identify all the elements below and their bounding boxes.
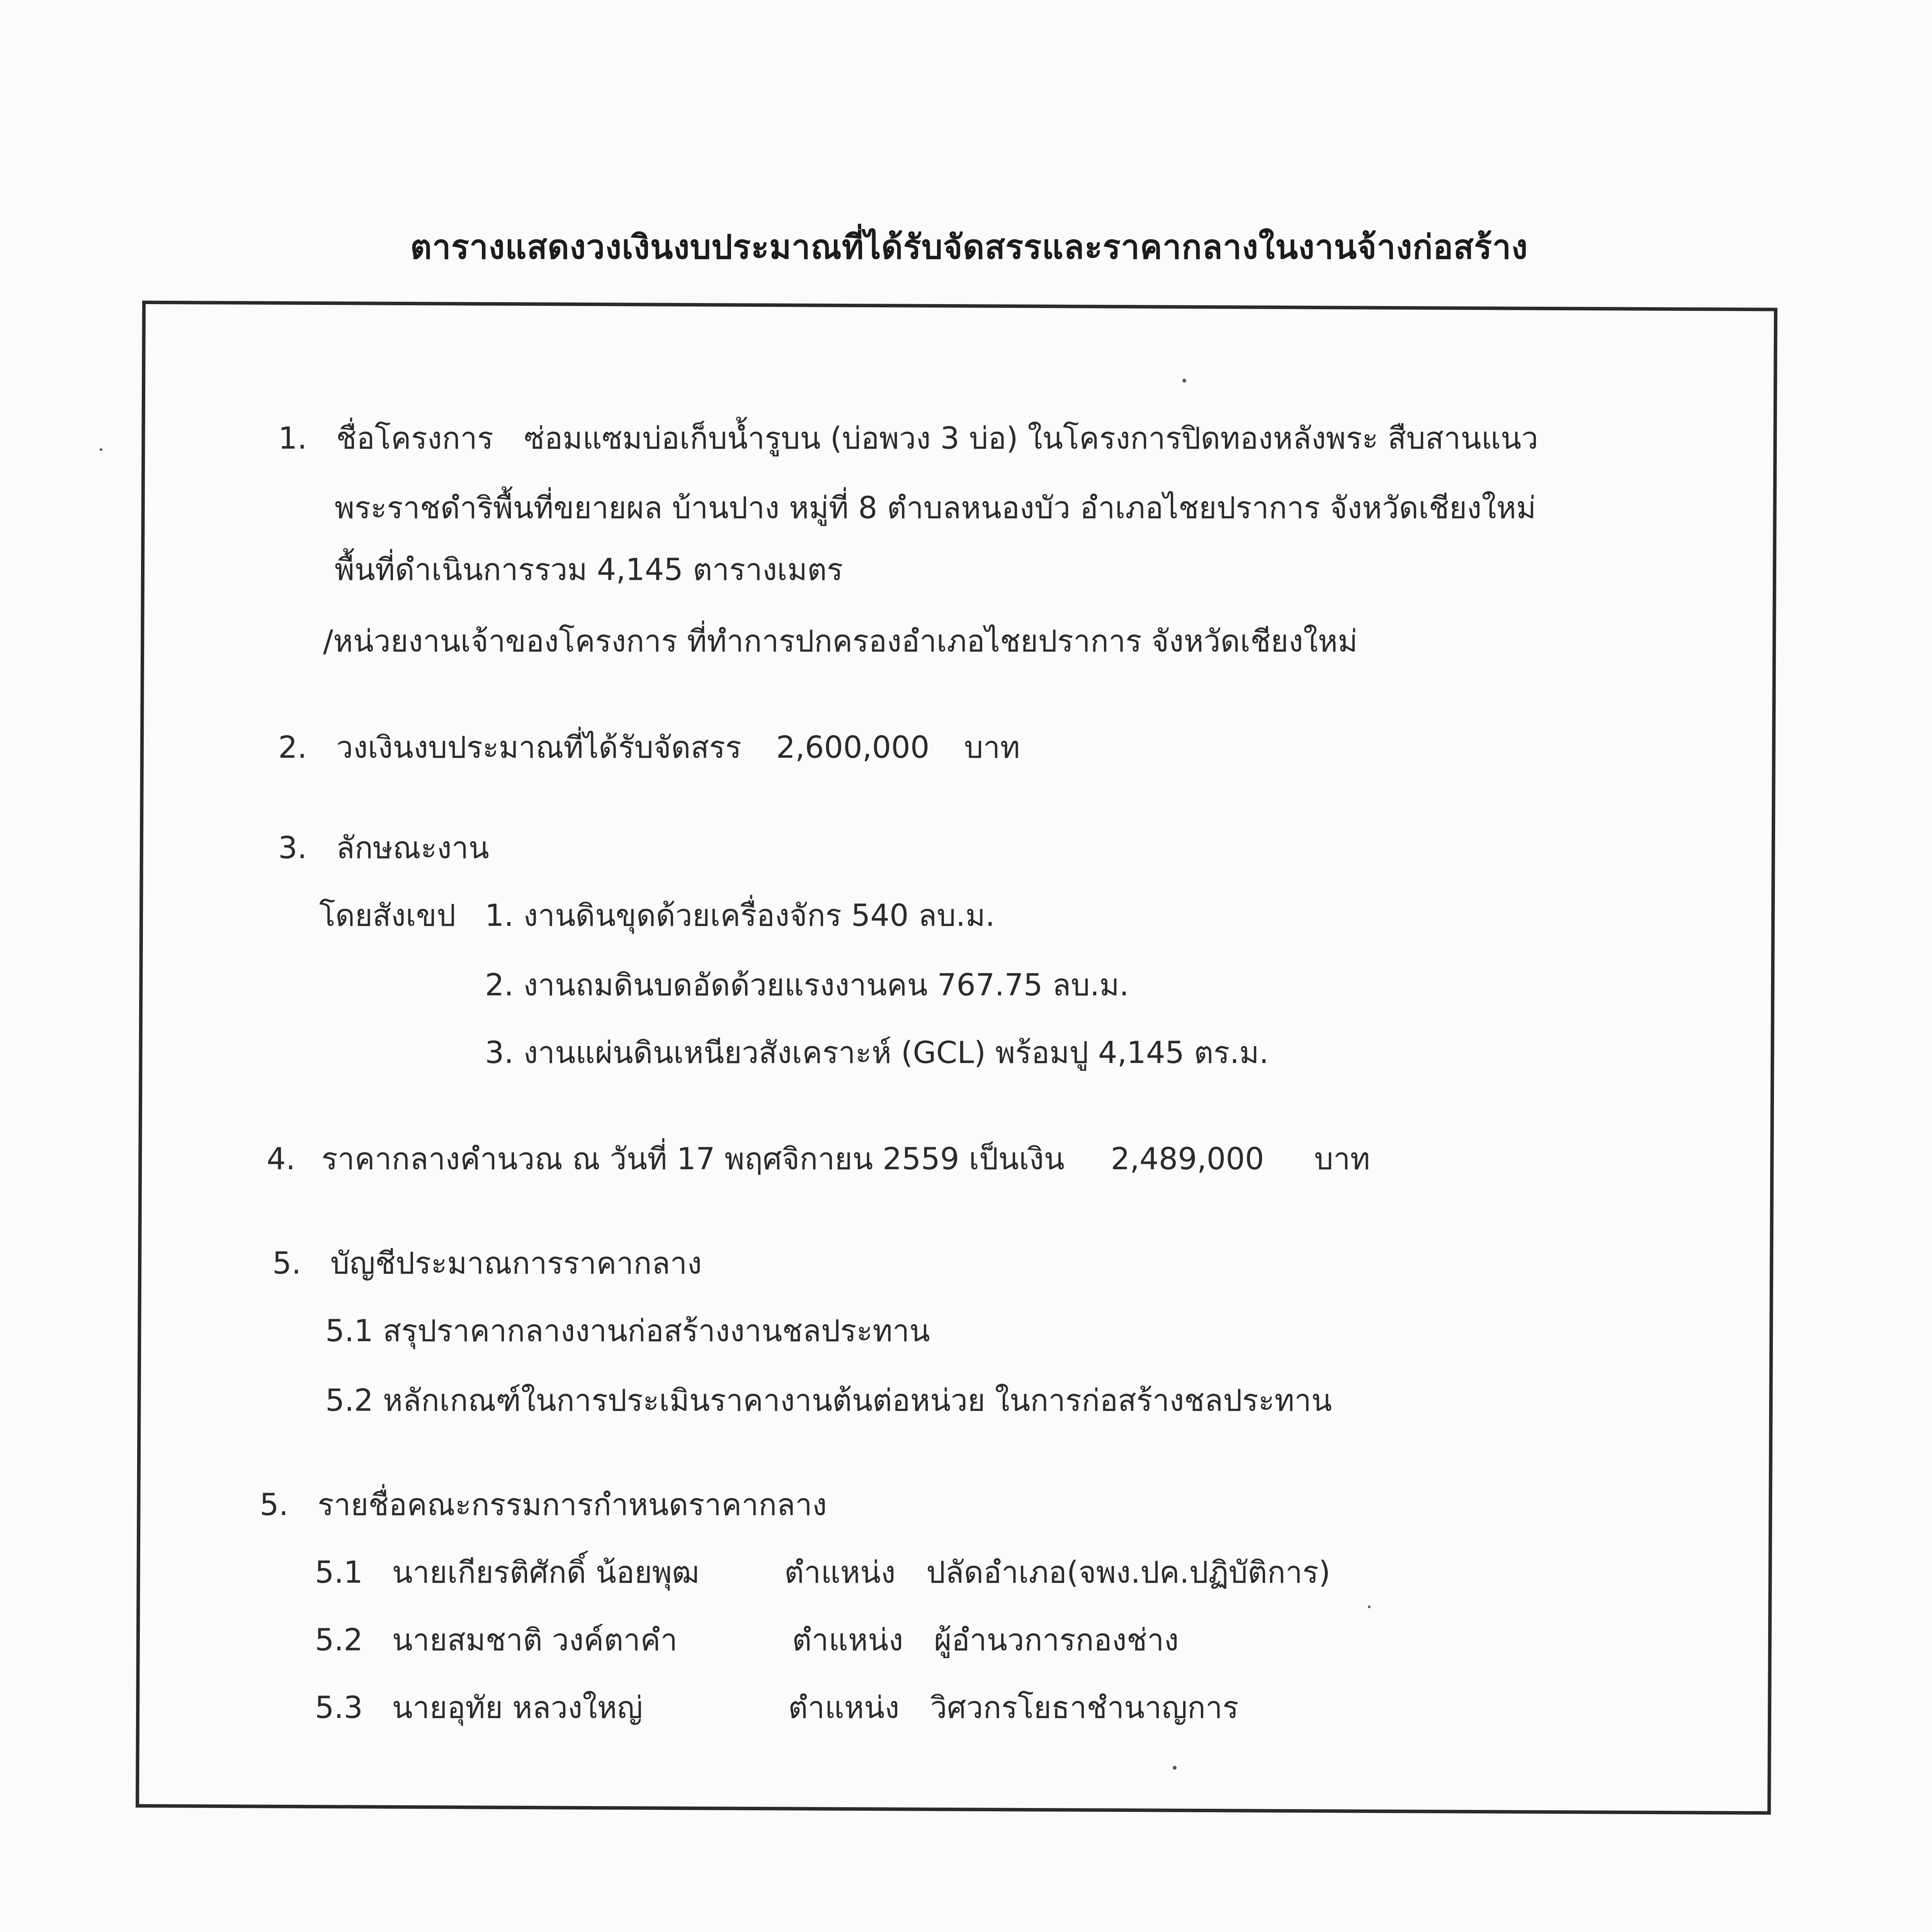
member-position — [792, 1621, 1179, 1660]
member-number: 5.1 — [315, 1555, 363, 1590]
position-title: วิศวกรโยธาชำนาญการ — [930, 1690, 1239, 1725]
section-5a-label: บัญชีประมาณการราคากลาง — [330, 1246, 702, 1281]
budget-unit: บาท — [964, 730, 1020, 765]
section-5b — [260, 1486, 827, 1524]
work-item: 1. งานดินขุดด้วยเครื่องจักร 540 ลบ.ม. — [485, 898, 995, 933]
median-price-unit: บาท — [1314, 1142, 1370, 1177]
member-number: 5.2 — [315, 1623, 363, 1658]
budget-amount: 2,600,000 — [776, 730, 930, 765]
member-name: นายอุทัย หลวงใหญ่ — [392, 1690, 643, 1725]
section-5a-number: 5. — [272, 1246, 301, 1281]
member-name: นายเกียรติศักดิ์ น้อยพุฒ — [392, 1555, 699, 1590]
section-4 — [267, 1140, 1370, 1179]
member-position — [788, 1689, 1239, 1727]
section-2 — [278, 728, 1020, 767]
section-4-number: 4. — [267, 1142, 296, 1177]
estimate-item: 5.1 สรุปราคากลางงานก่อสร้างงานชลประทาน — [325, 1314, 930, 1349]
document-title: ตารางแสดงวงเงินงบประมาณที่ได้รับจัดสรรและราคากลางในงานจ้างก่อสร้าง — [410, 228, 1528, 267]
work-item: 3. งานแผ่นดินเหนียวสังเคราะห์ (GCL) พร้อมปู 4,145 ตร.ม. — [485, 1036, 1269, 1070]
estimate-item: 5.2 หลักเกณฑ์ในการประเมินราคางานต้นต่อหน่วย ในการก่อสร้างชลประทาน — [325, 1383, 1332, 1418]
section-5a — [272, 1244, 702, 1283]
member-name: นายสมชาติ วงค์ตาคำ — [392, 1623, 678, 1658]
scan-speck — [100, 448, 102, 451]
position-label: ตำแหน่ง — [792, 1623, 903, 1658]
median-price-amount: 2,489,000 — [1111, 1142, 1264, 1177]
position-label: ตำแหน่ง — [788, 1690, 900, 1725]
scan-speck — [1173, 1766, 1177, 1770]
section-1-label: ชื่อโครงการ — [336, 421, 493, 456]
position-label: ตำแหน่ง — [784, 1555, 896, 1590]
position-title: ผู้อำนวการกองช่าง — [934, 1623, 1179, 1658]
section-1-line-3: พื้นที่ดำเนินการรวม 4,145 ตารางเมตร — [335, 553, 843, 587]
project-name: ซ่อมแซมบ่อเก็บน้ำรูบน (บ่อพวง 3 บ่อ) ในโครงการปิดทองหลังพระ สืบสานแนว — [524, 421, 1538, 456]
scan-speck — [1182, 379, 1186, 383]
work-item: 2. งานถมดินบดอัดด้วยแรงงานคน 767.75 ลบ.ม. — [485, 968, 1129, 1003]
member-position — [784, 1553, 1330, 1592]
member-row — [315, 1689, 643, 1727]
section-3-label: ลักษณะงาน — [336, 831, 489, 866]
section-3-number: 3. — [278, 831, 307, 866]
section-4-text: ราคากลางคำนวณ ณ วันที่ 17 พฤศจิกายน 2559 เป็นเงิน — [321, 1142, 1065, 1177]
scan-speck — [1368, 1605, 1371, 1608]
section-2-label: วงเงินงบประมาณที่ได้รับจัดสรร — [336, 730, 742, 765]
section-3 — [278, 829, 489, 867]
member-number: 5.3 — [315, 1690, 363, 1725]
section-5b-number: 5. — [260, 1488, 289, 1522]
member-row — [315, 1553, 699, 1592]
member-row — [315, 1621, 677, 1660]
section-1-line-2: พระราชดำริพื้นที่ขยายผล บ้านปาง หมู่ที่ 8 ตำบลหนองบัว อำเภอไชยปราการ จังหวัดเชียงใหม่ — [335, 491, 1536, 526]
section-2-number: 2. — [278, 730, 307, 765]
section-1-line-1 — [278, 419, 1538, 458]
position-title: ปลัดอำเภอ(จพง.ปค.ปฏิบัติการ) — [926, 1555, 1330, 1590]
section-1-line-4: /หน่วยงานเจ้าของโครงการ ที่ทำการปกครองอำเภอไชยปราการ จังหวัดเชียงใหม่ — [323, 624, 1358, 659]
section-5b-label: รายชื่อคณะกรรมการกำหนดราคากลาง — [318, 1488, 827, 1522]
section-1-number: 1. — [278, 421, 307, 456]
section-3-prefix: โดยสังเขป — [319, 898, 456, 933]
